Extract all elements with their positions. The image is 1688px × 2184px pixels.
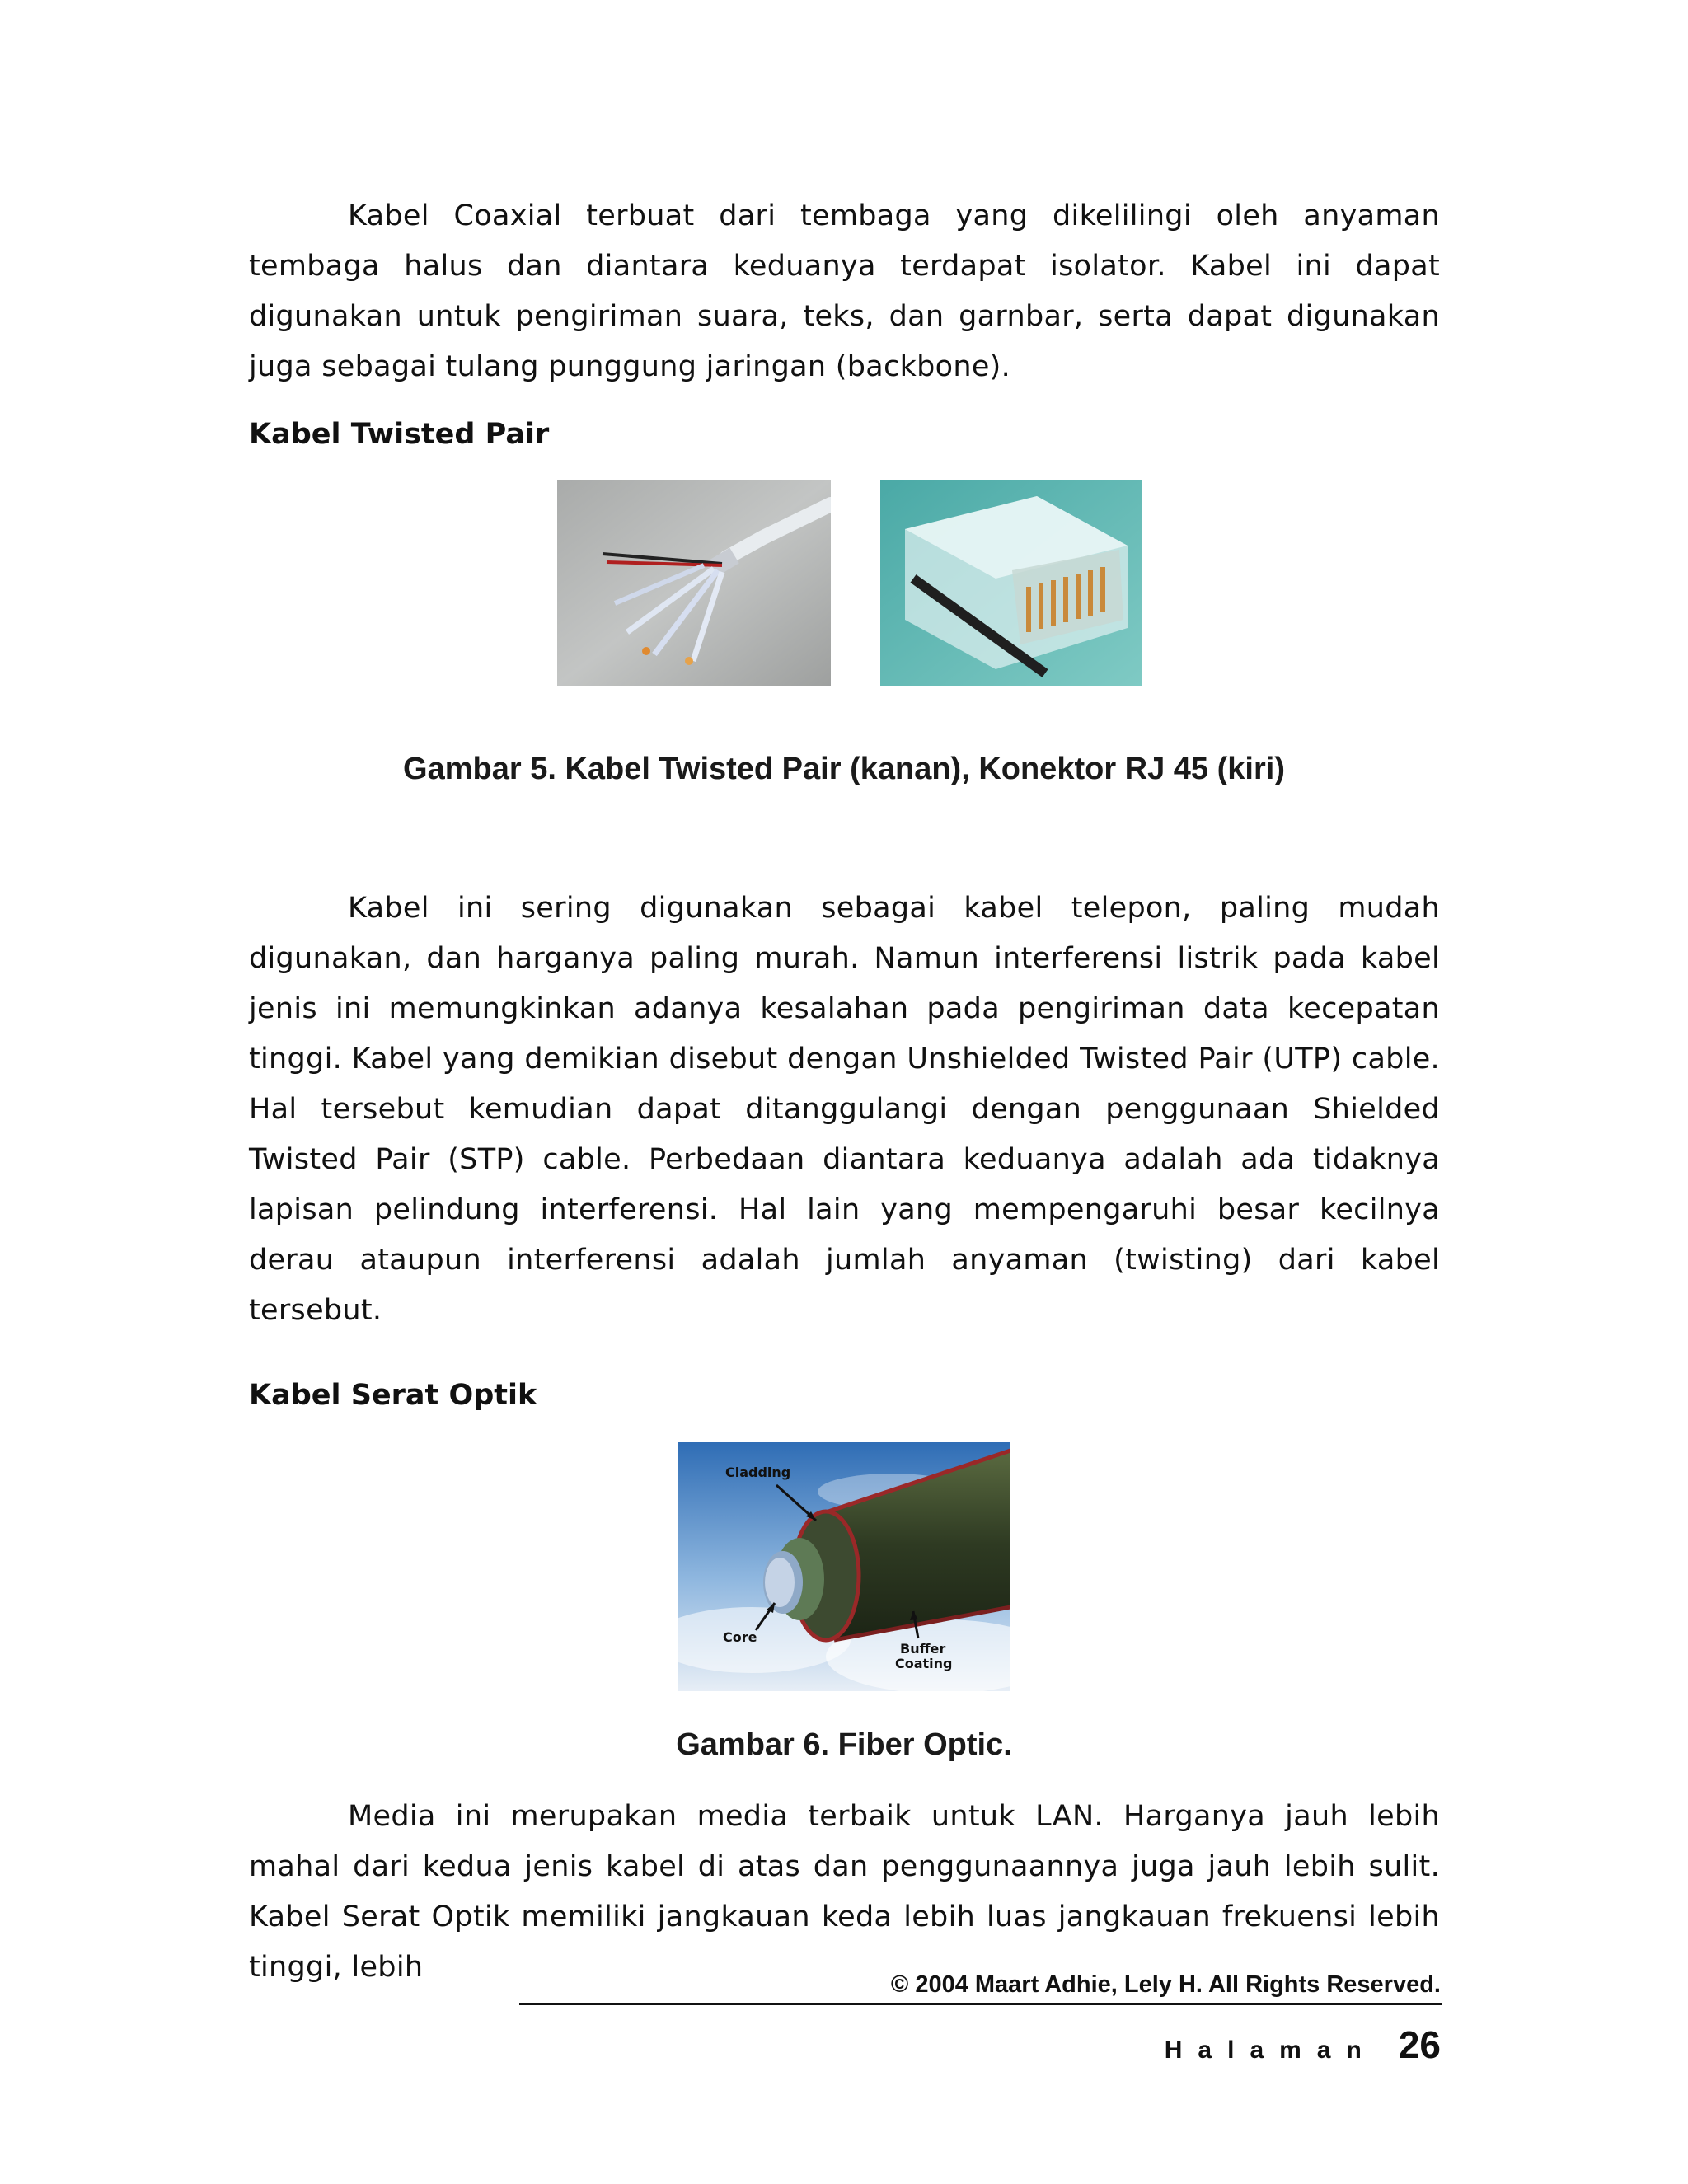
fiber-optic-illustration — [678, 1442, 1010, 1691]
twisted-pair-cable-photo — [557, 480, 831, 686]
buffer-label-line1: Buffer — [900, 1641, 946, 1657]
cladding-label: Cladding — [725, 1465, 791, 1480]
footer-rule — [519, 2003, 1442, 2005]
figure5-caption: Gambar 5. Kabel Twisted Pair (kanan), Konektor RJ 45 (kiri) — [403, 752, 1285, 786]
buffer-label-line2: Coating — [895, 1656, 953, 1671]
page-word: Halaman — [1164, 2036, 1377, 2064]
twisted-pair-paragraph: Kabel ini sering digunakan sebagai kabel telepon, paling mudah digunakan, dan harganya paling murah. Namun interferensi listrik pada kabel jenis ini memungkinkan adanya kesalahan pada pengiriman data kecepatan tinggi. Kabel yang demikian disebut dengan Unshielded Twisted Pair (UTP) cable. Hal tersebut kemudian dapat ditanggulangi dengan penggunaan Shielded Twisted Pair (STP) cable. Perbedaan diantara keduanya adalah ada tidaknya lapisan pelindung interferensi. Hal lain yang mempengaruhi besar kecilnya derau ataupun interferensi adalah jumlah anyaman (twisting) dari kabel tersebut. — [249, 892, 1440, 1327]
heading-twisted-pair: Kabel Twisted Pair — [249, 418, 550, 451]
rj45-connector-photo — [880, 480, 1142, 686]
coaxial-paragraph: Kabel Coaxial terbuat dari tembaga yang dikelilingi oleh anyaman tembaga halus dan diantara keduanya terdapat isolator. Kabel ini dapat digunakan untuk pengiriman suara, teks, dan garnbar, serta dapat digunakan juga sebagai tulang punggung jaringan (backbone). — [249, 199, 1440, 383]
fiber-optic-paragraph: Media ini merupakan media terbaik untuk LAN. Harganya jauh lebih mahal dari kedua jenis kabel di atas dan penggunaannya juga jauh lebih sulit. Kabel Serat Optik memiliki jangkauan keda lebih luas jangkauan frekuensi lebih tinggi, lebih — [249, 1800, 1440, 1984]
heading-fiber-optic: Kabel Serat Optik — [249, 1379, 537, 1412]
figure6-caption: Gambar 6. Fiber Optic. — [676, 1727, 1012, 1762]
page-label — [1165, 2022, 1441, 2067]
footer-copyright: © 2004 Maart Adhie, Lely H. All Rights Reserved. — [890, 1971, 1441, 1998]
page-number: 26 — [1398, 2023, 1441, 2066]
core-label: Core — [723, 1629, 757, 1645]
